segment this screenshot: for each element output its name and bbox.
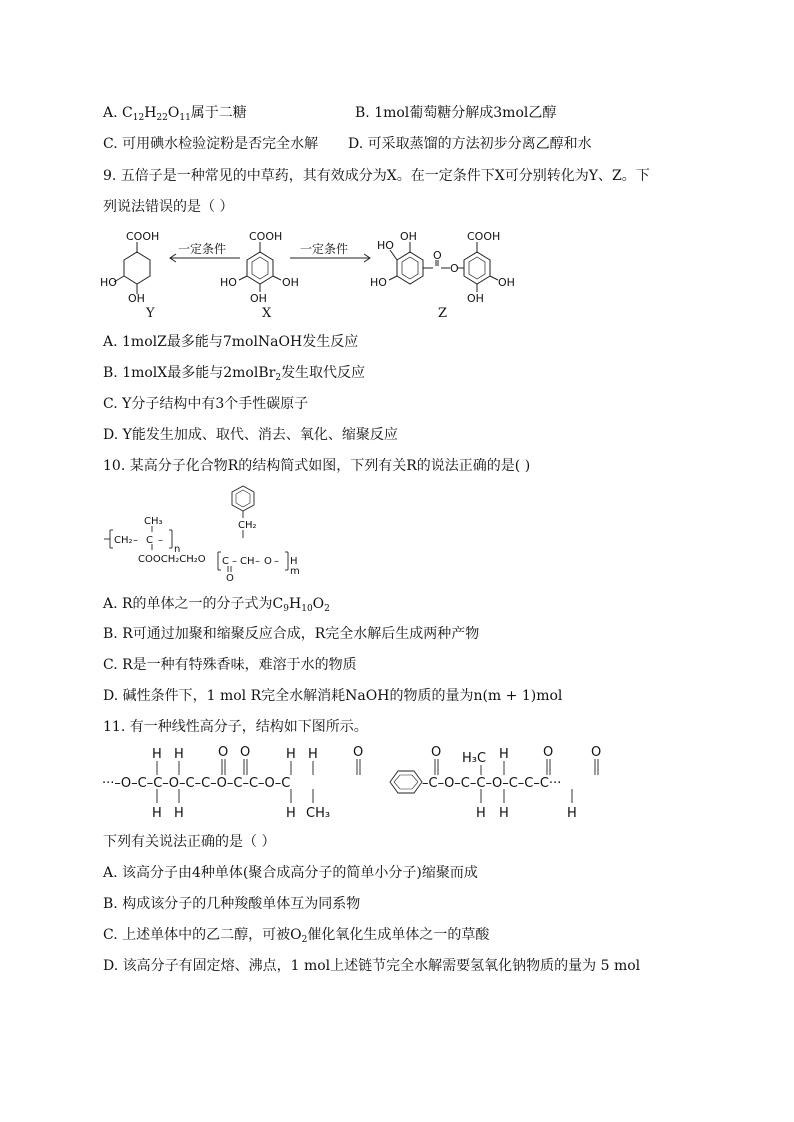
svg-text:H: H bbox=[174, 747, 184, 762]
q11-stem-2: 下列有关说法正确的是（ ） bbox=[103, 834, 276, 850]
q8-option-a bbox=[103, 103, 247, 128]
q8-option-c: C. 可用碘水检验淀粉是否完全水解 bbox=[103, 136, 319, 152]
svg-text:–: – bbox=[158, 535, 163, 546]
svg-text:HO: HO bbox=[220, 276, 237, 289]
svg-text:m: m bbox=[290, 566, 300, 577]
q9-structure-figure bbox=[100, 222, 530, 304]
svg-text:O: O bbox=[433, 249, 442, 262]
q8-option-a-sub1: 12 bbox=[132, 113, 145, 123]
q8-option-a-sub2: 22 bbox=[156, 113, 168, 123]
q8-option-a-post: 属于二糖 bbox=[190, 105, 247, 121]
svg-text:H: H bbox=[308, 747, 318, 762]
q10-option-a-mid2: O bbox=[312, 596, 325, 612]
svg-text:HO: HO bbox=[370, 276, 387, 289]
svg-text:OH: OH bbox=[282, 276, 299, 289]
svg-text:OH: OH bbox=[467, 292, 484, 304]
svg-text:–C–O–C–C–O–C–C–C···: –C–O–C–C–O–C–C–C··· bbox=[422, 776, 562, 791]
q8-option-a-mid1: H bbox=[144, 105, 157, 121]
arrow-label-left: 一定条件 bbox=[178, 242, 227, 256]
svg-text:COOH: COOH bbox=[467, 230, 501, 243]
arrow-label-right: 一定条件 bbox=[300, 242, 349, 256]
svg-text:H: H bbox=[476, 806, 486, 821]
svg-text:OH: OH bbox=[250, 292, 267, 304]
svg-text:O: O bbox=[431, 745, 442, 760]
svg-text:O: O bbox=[240, 745, 251, 760]
q8-option-a-mid2: O bbox=[167, 105, 180, 121]
q9-option-d: D. Y能发生加成、取代、消去、氧化、缩聚反应 bbox=[103, 427, 398, 443]
q11-option-c bbox=[103, 925, 489, 950]
q9-option-a: A. 1molZ最多能与7molNaOH发生反应 bbox=[103, 334, 359, 350]
svg-text:n: n bbox=[174, 544, 181, 555]
q9-option-c: C. Y分子结构中有3个手性碳原子 bbox=[103, 396, 309, 412]
y-ring bbox=[124, 252, 150, 284]
q10-option-a-mid: H bbox=[289, 596, 302, 612]
q9-option-b bbox=[103, 363, 365, 388]
q8-option-a-sub3: 11 bbox=[179, 113, 191, 123]
svg-text:O: O bbox=[591, 745, 602, 760]
q10-option-a-sub2: 10 bbox=[301, 604, 313, 614]
svg-text:H: H bbox=[290, 556, 298, 567]
svg-text:COOCH₂CH₂O: COOCH₂CH₂O bbox=[138, 554, 206, 565]
svg-text:OH: OH bbox=[128, 292, 145, 304]
q10-option-c: C. R是一种有特殊香味，难溶于水的物质 bbox=[103, 657, 357, 673]
svg-text:C: C bbox=[146, 535, 153, 546]
svg-text:–: – bbox=[255, 556, 260, 567]
q10-option-a bbox=[103, 594, 330, 619]
svg-text:O: O bbox=[353, 745, 364, 760]
q10-option-a-text: A. R的单体之一的分子式为C bbox=[103, 596, 284, 612]
svg-text:–: – bbox=[274, 556, 279, 567]
q11-option-d: D. 该高分子有固定熔、沸点，1 mol上述链节完全水解需要氢氧化钠物质的量为 5 mol bbox=[103, 958, 641, 974]
svg-text:H: H bbox=[152, 747, 162, 762]
q8-option-d: D. 可采取蒸馏的方法初步分离乙醇和水 bbox=[348, 136, 592, 152]
q9-stem-line2: 列说法错误的是（ ） bbox=[103, 199, 234, 215]
svg-text:H: H bbox=[286, 806, 296, 821]
svg-text:H: H bbox=[286, 747, 296, 762]
svg-text:CH₃: CH₃ bbox=[306, 806, 331, 821]
q8-option-b: B. 1mol葡萄糖分解成3mol乙醇 bbox=[355, 105, 557, 121]
svg-text:CH: CH bbox=[240, 556, 255, 567]
svg-text:CH₂: CH₂ bbox=[114, 535, 133, 546]
q10-option-b: B. R可通过加聚和缩聚反应合成，R完全水解后生成两种产物 bbox=[103, 626, 480, 642]
svg-text:O: O bbox=[218, 745, 229, 760]
svg-text:O: O bbox=[226, 573, 234, 582]
q10-structure-figure bbox=[100, 482, 310, 582]
q11-option-b: B. 构成该分子的几种羧酸单体互为同系物 bbox=[103, 896, 361, 912]
svg-text:O: O bbox=[450, 262, 459, 275]
svg-text:CH₃: CH₃ bbox=[144, 516, 163, 527]
svg-text:C: C bbox=[222, 556, 229, 567]
svg-text:H₃C: H₃C bbox=[462, 751, 487, 766]
q9-label-z: Z bbox=[438, 306, 448, 321]
q11-option-a: A. 该高分子由4种单体(聚合成高分子的简单小分子)缩聚而成 bbox=[103, 865, 478, 881]
q11-structure-figure bbox=[100, 745, 640, 821]
q10-option-d: D. 碱性条件下，1 mol R完全水解消耗NaOH的物质的量为n(m + 1)mol bbox=[103, 688, 563, 704]
svg-text:HO: HO bbox=[100, 276, 117, 289]
svg-text:OH: OH bbox=[400, 230, 417, 243]
q11-option-c-post: 催化氧化生成单体之一的草酸 bbox=[307, 927, 490, 943]
q10-stem: 10. 某高分子化合物R的结构简式如图，下列有关R的说法正确的是( ) bbox=[103, 458, 531, 474]
svg-text:H: H bbox=[152, 806, 162, 821]
svg-text:H: H bbox=[499, 747, 509, 762]
q10-option-a-sub3: 2 bbox=[324, 604, 330, 614]
q9-option-b-post: 发生取代反应 bbox=[281, 365, 366, 381]
svg-text:–: – bbox=[133, 535, 138, 546]
svg-text:HO: HO bbox=[377, 239, 394, 252]
q11-stem: 11. 有一种线性高分子，结构如下图所示。 bbox=[103, 719, 368, 735]
svg-text:O: O bbox=[264, 556, 272, 567]
q11-option-c-sub: 2 bbox=[301, 935, 308, 945]
svg-text:H: H bbox=[499, 806, 509, 821]
svg-text:···–O–C–C–O–C–C–O–C–C–O–C: ···–O–C–C–O–C–C–O–C–C–O–C bbox=[102, 776, 291, 791]
svg-text:CH₂: CH₂ bbox=[238, 520, 257, 531]
svg-text:H: H bbox=[174, 806, 184, 821]
svg-text:COOH: COOH bbox=[126, 230, 160, 243]
q9-label-y: Y bbox=[146, 306, 155, 321]
q9-stem-line1: 9. 五倍子是一种常见的中草药，其有效成分为X。在一定条件下X可分别转化为Y、Z。下 bbox=[103, 168, 650, 184]
q11-option-c-text: C. 上述单体中的乙二醇，可被O bbox=[103, 927, 302, 943]
svg-text:–: – bbox=[232, 556, 237, 567]
svg-text:O: O bbox=[543, 745, 554, 760]
q9-label-x: X bbox=[262, 306, 272, 321]
svg-text:OH: OH bbox=[498, 276, 515, 289]
svg-text:H: H bbox=[567, 806, 577, 821]
q8-option-a-text: A. C bbox=[103, 105, 133, 121]
svg-text:COOH: COOH bbox=[249, 230, 283, 243]
q9-option-b-text: B. 1molX最多能与2molBr bbox=[103, 365, 276, 381]
q10-option-a-sub1: 9 bbox=[283, 604, 289, 614]
q9-option-b-sub: 2 bbox=[275, 373, 282, 383]
